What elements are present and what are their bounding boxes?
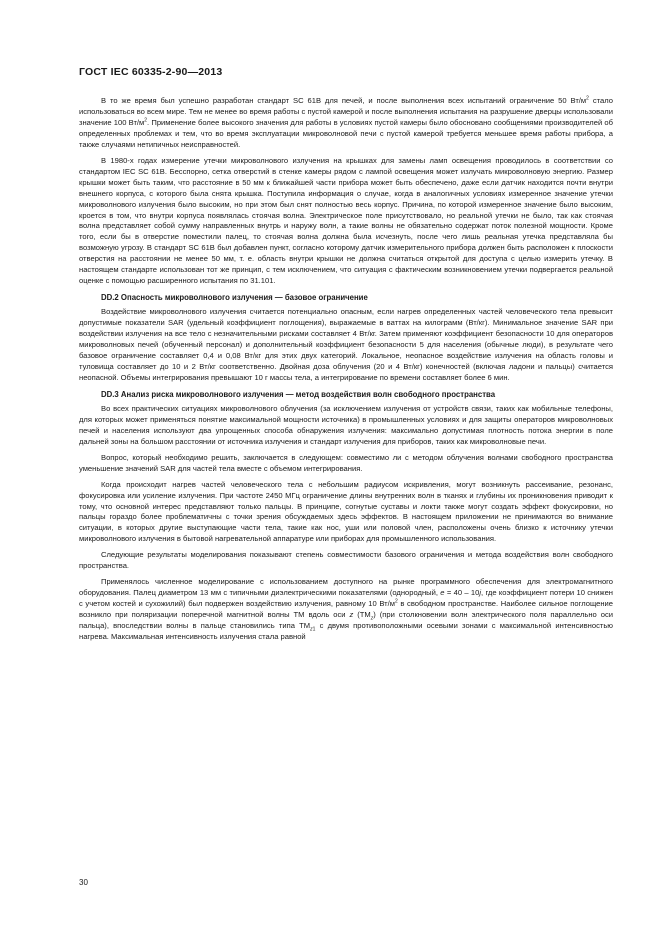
paragraph: Вопрос, который необходимо решить, заключается в следующем: совместимо ли с методом облучения волнами свободного пространства уменьшение значений SAR для частей тела вместе с объемом интегрирования. [79,452,613,473]
section-heading: DD.3 Анализ риска микроволнового излучения — метод воздействия волн свободного пространства [101,389,496,399]
page-number: 30 [79,878,88,887]
paragraph: В 1980-х годах измерение утечки микроволнового излучения на крышках для замены ламп освещения проводилось в соответствии со стандартом IEC SC 61B. Бесспорно, сетка отверстий в стенке камеры рядом с лампой освещения может излучать микроволновую энергию. Размер крышки может быть таким, что расстояние в 50 мм к ближайшей части прибора может быть обеспечено, даже если датчик находится почти внутри внешнего корпуса, с которого была снята крышка. Поступила информация о случае, когда в аналогичных условиях измеренное значение утечки микроволнового излучения было высоким, но при этом был снят полностью весь корпус. Причина, по которой измеренное значение было высоким, кроется в том, что внутри корпуса появлялась стоячая волна. Электрическое поле присутствовало, но реальной утечки не было, так как стоячая волна представляет собой сумму направленных внутрь и наружу волн, а такие волны не обязательно содержат поток полезной мощности. Кроме того, если бы в отверстие поместили палец, то стоячая волна должна была исчезнуть, после чего лишь реальная утечка представляла бы возможную угрозу. В стандарт SC 61B был добавлен пункт, согласно которому датчик измерительного прибора должен быть расположен к плоскости отверстия на расстоянии не менее 50 мм, т. е. область внутри крышки не должна считаться открытой для доступа с целью измерить утечку. В настоящем стандарте использован тот же принцип, с тем исключением, что ситуация с фактическим возникновением утечки подвергается реальной оценке с помощью расширенного испытания по 31.101. [79,155,613,286]
paragraph: Воздействие микроволнового излучения считается потенциально опасным, если нагрев определенных частей человеческого тела превысит допустимые показатели SAR (удельный коэффициент поглощения), выражаемые в ваттах на килограмм (Вт/кг). Минимальное значение SAR при воздействии излучения на все тело с незначительными рисками составляет 4 Вт/кг. Затем применяют коэффициент безопасности 10 для операторов микроволновых печей (обученный персонал) и дополнительный коэффициент безопасности 5 для населения (обычные люди), в результате чего базовое ограничение составляет 0,4 и 0,08 Вт/кг для этих двух категорий. Локальное, неопасное воздействие излучения на область головы и туловища составляет до 10 и 2 Вт/кг соответственно. Двойная доза облучения (20 и 4 Вт/кг) конечностей (включая ладони и пальцы) считается неопасной. Объемы интегрирования превышают 10 г массы тела, а интегрирование по времени составляет более 6 мин. [79,307,613,382]
section-heading: DD.2 Опасность микроволнового излучения — базовое ограничение [101,293,368,303]
paragraph: В то же время был успешно разработан стандарт SC 61B для печей, и после выполнения всех испытаний ограничение 50 $Вт/м^2$ стало использоваться во всем мире. Тем не менее во время работы с пустой камерой и после выполнения испытания на разрушение дверцы использовали значение 100 $Вт/м^2$. Применение более высокого значения для работы в условиях пустой камеры было обосновано сообщениями производителей об определенных проблемах и тем, что во время эксплуатации микроволновой печи с пустой камерой требуется меньшее время работы прибора, а также случаями нетипичных неисправностей. [79,95,613,149]
paragraph: Следующие результаты моделирования показывают степень совместимости базового ограничения и метода воздействия волн свободного пространства. [79,550,613,571]
paragraph: Когда происходит нагрев частей человеческого тела с небольшим радиусом искривления, могут возникнуть рассеивание, резонанс, фокусировка или усиление излучения. При частоте 2450 МГц ограничение длины внутренних волн в тканях и глубины их проникновения приводит к тому, что основной интерес представляют только пальцы. В принципе, согнутые суставы и локти также могут создать эффект фокусировки, но пальцы гораздо более проблематичны с точки зрения обсуждаемых здесь эффектов. В настоящем приложении не принимаются во внимание ситуации, в которых другие выступающие части тела, такие как нос, уши или половой член, расположены очень близко к источнику утечки микроволнового излучения в бытовой нагревательной аппаратуре или приборах для промышленного использования. [79,479,613,544]
document-body [79,96,613,648]
paragraph: Во всех практических ситуациях микроволнового облучения (за исключением излучения от устройств связи, таких как мобильные телефоны, для которых может применяться понятие максимальной мощности источника) в промышленных условиях и для защиты операторов микроволновых печей и населения используют два упрощенных способа обнаружения излучения: максимально допустимая плотность потока энергии в поле дальней зоны на большом расстоянии от источника излучения и стандарт излучения для приборов, таких как микроволновые печи. [79,403,613,446]
paragraph: Применялось численное моделирование с использованием доступного на рынке программного обеспечения для электромагнитного оборудования. Палец диаметром 13 мм с типичными диэлектрическими показателями (однородный, е = 40 – 10j, где коэффициент потери 10 снижен с учетом костей и сухожилий) был подвержен воздействию излучения, равному 10 $Вт/м^2$ в свободном пространстве. Наиболее сильное поглощение возникло при поляризации поперечной магнитной волны TM вдоль оси z $(TM_z)$ (при столкновении волн электрического поля параллельно оси пальца), впоследствии волны в пальце становились типа $TM_{z1}$ с двумя противоположными осевыми зонами с максимальной интенсивностью нагрева. Максимальная интенсивность излучения стала равной [79,577,614,641]
standard-header: ГОСТ IEC 60335-2-90—2013 [79,66,223,78]
